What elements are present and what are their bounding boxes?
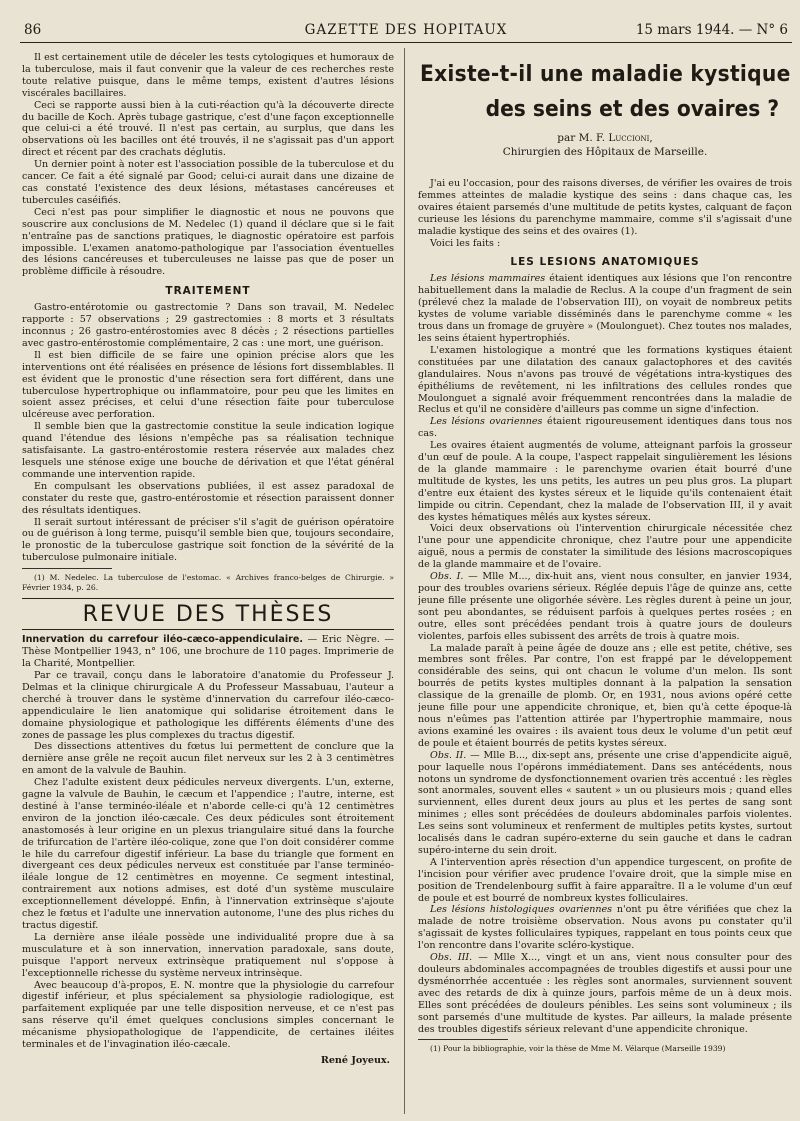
paragraph: Gastro-entérotomie ou gastrectomie ? Dans son travail, M. Nedelec rapporte : 57 observations ; 29 gastrectomies : 8 morts et 3 résultats inconnus ; 26 gastro-entérostomies avec 8 décès ; 2 résections partielles avec gastro-entérostomie complémentaire, 2 cas : une mort, une guérison. [22,302,394,349]
article-title-block [418,62,792,122]
paragraph: Chez l'adulte existent deux pédicules nerveux divergents. L'un, externe, gagne la valvule de Bauhin, le cæcum et l'appendice ; l'autre, interne, est destiné à l'anse terminéo-iléale et n'aborde celle-ci qu'à 12 centimètres environ de la jonction iléo-cæcale. Ces deux pédicules sont étroitement anastomosés à leur origine en un plexus triangulaire situé dans la fourche de trifurcation de l'artère iléo-colique, zone que l'on doit considérer comme le hile du carrefour digestif inférieur. La base du triangle que forment en divergeant ces deux pédicules nerveux est constituée par l'anse terminéo-iléale longue de 12 centimètres en moyenne. Ce segment intestinal, contrairement aux notions admises, est doté d'un système musculaire exceptionnellement développé. Enfin, à l'innervation extrinsèque s'ajoute chez le fœtus et l'adulte une innervation autonome, l'une des plus riches du tractus digestif. [22,777,394,931]
paragraph: Par ce travail, conçu dans le laboratoire d'anatomie du Professeur J. Delmas et la clinique chirurgicale A du Professeur Massabuau, l'auteur a cherché à trouver dans le système d'innervation du carrefour iléo-cæco-appendiculaire le lien anatomique qui solidarise étroitement dans le domaine physiologique et pathologique les différents éléments d'une des zones de passage les plus complexes du tractus digestif. [22,669,394,741]
inline-label: Les lésions mammaires [430,273,546,285]
inline-text: — Mlle X..., vingt et un ans, vient nous consulter pour des douleurs abdominales accompagnées de troubles digestifs et aussi pour une dysménorrhée accentuée : les règles sont anormales, surviennent souvent avec des retards de dix à quinze jours, parfois même de un à deux mois. Elles sont précédées de douleurs pénibles. Les seins sont volumineux ; ils sont parsemés d'une multitude de kystes. Par ailleurs, la malade présente des troubles digestifs sérieux relevant d'une appendicite chronique. [418,952,792,1035]
inline-text: — Mlle B..., dix-sept ans, présente une crise d'appendicite aiguë, pour laquelle nous l'opérons immédiatement. Dans ses antécédents, nous notons un syndrome de dysfonctionnement ovarien très accentué : les règles sont anormales, souvent elles « sautent » un ou plusieurs mois ; quand elles surviennent, elles durent deux jours au plus et les pertes de sang sont minimes ; elles sont précédées de douleurs abdominales parfois violentes. Les seins sont volumineux et renferment de multiples petits kystes, surtout localisés dans le cadran supéro-externe du sein gauche et dans le cadran supéro-interne du sein droit. [418,749,792,856]
revue-title: REVUE DES THÈSES [82,601,334,627]
paragraph: Voici les faits : [430,237,501,249]
article-title-line2: des seins et des ovaires ? [485,97,780,122]
inline-label: Obs. I. [430,571,464,583]
thesis-entry-header [22,634,394,670]
paragraph: La malade paraît à peine âgée de douze ans ; elle est petite, chétive, ses membres sont frêles. Par contre, l'on est frappé par le développement considérable des seins, qui ont chacun le volume d'un melon. Ils sont bourrés de petits kystes multiples donnant à la palpation la sensation classique de la grenaille de plomb. Or, en 1931, nous avions opéré cette jeune fille pour une appendicite chronique, et, bien qu'à cette époque-là nous n'eûmes pas l'attention attirée par l'hypertrophie mammaire, nous avions examiné les ovaires : ils avaient tous deux le volume d'un petit œuf de poule et étaient bourrés de petits kystes séreux. [418,642,792,749]
paragraph: L'examen histologique a montré que les formations kystiques étaient constituées par une dilatation des canaux galactophores et des cavités glandulaires. Nous n'avons pas trouvé de végétations intra-kystiques des épithéliums de revêtement, ni les infiltrations des cellules rondes que Moulonguet a signalé avoir fréquemment rencontrées dans la maladie de Reclus et qu'il ne considère d'ailleurs pas comme un signe d'infection. [418,344,792,416]
paragraph: Les ovaires étaient augmentés de volume, atteignant parfois la grosseur d'un œuf de poule. A la coupe, l'aspect rappelait singulièrement les lésions de la glande mammaire : le parenchyme ovarien était bourré d'une multitude de kystes, les uns petits, les autres un peu plus gros. La plupart d'entre eux étaient des kystes séreux et le liquide qu'ils contenaient était limpide ou citrin. Cependant, chez la malade de l'observation III, il y avait des kystes hématiques mêlés aux kystes séreux. [418,440,792,523]
paragraph: Il serait surtout intéressant de préciser s'il s'agit de guérison opératoire ou de guérison à long terme, puisqu'il semble bien que, toujours secondaire, le pronostic de la tuberculose gastrique soit fonction de la sévérité de la tuberculose pulmonaire initiale. [22,516,394,564]
paragraph: La dernière anse iléale possède une individualité propre due à sa musculature et à son innervation, innervation paradoxale, sans doute, puisque l'apport nerveux extrinsèque pratiquement nul s'oppose à l'exceptionnelle richesse du système nerveux intrinsèque. [22,931,394,979]
paragraph: J'ai eu l'occasion, pour des raisons diverses, de vérifier les ovaires de trois femmes atteintes de maladie kystique des seins : dans chaque cas, les ovaires étaient parsemés d'une multitude de petits kystes, calquant de façon curieuse les lésions du parenchyme mammaire, comme s'il s'agissait d'une maladie kystique des seins et des ovaires (1). [418,178,792,237]
paragraph: Avec beaucoup d'à-propos, E. N. montre que la physiologie du carrefour digestif inférieur, et plus spécialement sa physiologie radiologique, est parfaitement expliquée par une telle disposition nerveuse, et ce n'est pas sans réserve qu'il émet quelques conclusions simples concernant le mécanisme physiopathologique de l'appendicite, de certaines iléites terminales et de l'invagination iléo-cæcale. [22,979,394,1051]
issue-date: 15 mars 1944. — N° 6 [635,22,788,38]
journal-title: GAZETTE DES HOPITAUX [304,22,508,38]
inline-label: Les lésions ovariennes [430,416,543,428]
footnote-rule [22,568,112,569]
inline-label: Obs. III. [430,952,473,964]
paragraph: Un dernier point à noter est l'association possible de la tuberculose et du cancer. Ce fait a été signalé par Good; celui-ci aurait dans une dizaine de cas constaté l'existence des deux lésions, métastases cancéreuses et tubercules caséifiés. [22,159,394,206]
inline-text: — Mlle M..., dix-huit ans, vient nous consulter, en janvier 1934, pour des troubles ovariens sérieux. Réglée depuis l'âge de quinze ans, cette jeune fille présente une oligorhée sévère. Les règles durent à peine un jour, sont peu abondantes, se réduisent parfois à quelques pertes rosées ; en outre, elles sont précédées pendant trois à quatre jours de douleurs violentes, parfois elles subissent des arrêts de trois à quatre mois. [418,571,792,642]
article-title-line1: Existe-t-il une maladie kystique [420,62,791,87]
inline-text: étaient rigoureusement identiques dans tous nos cas. [418,416,792,440]
page-header [20,20,792,42]
review-signature: René Joyeux. [320,1054,390,1066]
paragraph [418,904,792,952]
footnote-rule [418,1039,508,1040]
byline-prefix: par M. F. [557,132,606,144]
header-rule [20,42,792,43]
left-column [22,52,394,1112]
paragraph: Des dissections attentives du fœtus lui permettent de conclure que la dernière anse grêle ne reçoit aucun filet nerveux sur les 2 à 3 centimètres en amont de la valvule de Bauhin. [22,741,394,777]
paragraph: Voici deux observations où l'intervention chirurgicale nécessitée chez l'une pour une appendicite chronique, chez l'autre pour une appendicite aiguë, nous a permis de constater la similitude des lésions macroscopiques de la glande mammaire et de l'ovaire. [418,523,792,571]
inline-text: étaient identiques aux lésions que l'on rencontre habituellement dans la maladie de Reclus. A la coupe d'un fragment de sein (prélevé chez la malade de l'observation III), on voyait de nombreux petits kystes de volume variable disséminés dans le parenchyme comme « les trous dans un fromage de gruyère » (Moulonguet). Chez toutes nos malades, les seins étaient hypertrophiés. [418,273,792,344]
footnote: (1) Pour la bibliographie, voir la thèse de Mme M. Vélarque (Marseille 1939) [430,1044,726,1054]
paragraph: Ceci n'est pas pour simplifier le diagnostic et nous ne pouvons que souscrire aux conclusions de M. Nedelec (1) quand il déclare que si le fait n'entraîne pas de sanctions pratiques, le diagnostic opératoire est parfois impossible. L'examen anatomo-pathologique par l'association éventuelles des lésions cancéreuses et tuberculeuses ne laisse pas que de poser un problème difficile à résoudre. [22,206,394,278]
thesis-author: — Eric Nègre. [307,633,380,645]
article-byline [418,132,792,144]
right-column [418,52,792,1112]
paragraph [418,416,792,440]
paragraph [418,571,792,642]
paragraph [418,273,792,344]
author-affiliation: Chirurgien des Hôpitaux de Marseille. [502,146,708,158]
footnote: (1) M. Nedelec. La tuberculose de l'estomac. « Archives franco-belges de Chirurgie. » Février 1934, p. 26. [22,573,394,592]
paragraph: Il semble bien que la gastrectomie constitue la seule indication logique quand l'étendue des lésions n'empêche pas sa réalisation technique satisfaisante. La gastro-entérostomie restera réservée aux malades chez lesquels une sténose exige une bouche de dérivation et que l'état général commande une intervention rapide. [22,421,394,480]
revue-banner [22,598,394,630]
paragraph: Il est certainement utile de déceler les tests cytologiques et humoraux de la tuberculose, mais il faut convenir que la valeur de ces recherches reste toute relative puisque, dans le même temps, existent d'autres lésions viscérales bacillaires. [22,52,394,99]
page-number: 86 [24,22,42,38]
paragraph: A l'intervention après résection d'un appendice turgescent, on profite de l'incision pour vérifier avec prudence l'ovaire droit, que la simple mise en position de Trendelenbourg suffit à faire apparaître. Il a le volume d'un œuf de poule et est bourré de nombreux kystes folliculaires. [418,856,792,904]
inline-label: Obs. II. [430,749,467,761]
paragraph: Ceci se rapporte aussi bien à la cuti-réaction qu'à la découverte directe du bacille de Koch. Après tubage gastrique, c'est d'une façon exceptionnelle que celui-ci a été trouvé. Il n'est pas certain, au surplus, que dans les observations où les bacilles ont été trouvés, il ne s'agissait pas d'un apport direct et récent par des crachats déglutis. [22,99,394,159]
column-divider [404,48,405,1114]
paragraph: En compulsant les observations publiées, il est assez paradoxal de constater du reste que, gastro-entérostomie et résection paraissent donner des résultats identiques. [22,480,394,516]
inline-label: Les lésions histologiques ovariennes [430,904,613,916]
paragraph [418,750,792,857]
section-heading-lesions: LES LESIONS ANATOMIQUES [510,256,700,269]
inline-text: n'ont pu être vérifiées que chez la malade de notre troisième observation. Nous avons pu constater qu'il s'agissait de kystes folliculaires typiques, rappelant en tous points ceux que l'on rencontre dans l'ovarite scléro-kystique. [418,904,792,952]
thesis-reference: — Thèse Montpellier 1943, n° 106, une brochure de 110 pages. Imprimerie de la Charité, Montpellier. [22,633,394,669]
author-name: Luccioni, [608,132,653,144]
paragraph: Il est bien difficile de se faire une opinion précise alors que les interventions ont été réalisées en présence de lésions fort dissemblables. Il est évident que le pronostic d'une résection sera fort différent, dans une tuberculose hypertrophique ou inflammatoire, pour peu que les limites en soient assez précises, et celui d'une résection faite pour tuberculose ulcéreuse avec perforation. [22,349,394,421]
thesis-title: Innervation du carrefour iléo-cæco-appendiculaire. [22,633,303,645]
section-heading-traitement: TRAITEMENT [165,285,251,298]
paragraph [418,952,792,1035]
